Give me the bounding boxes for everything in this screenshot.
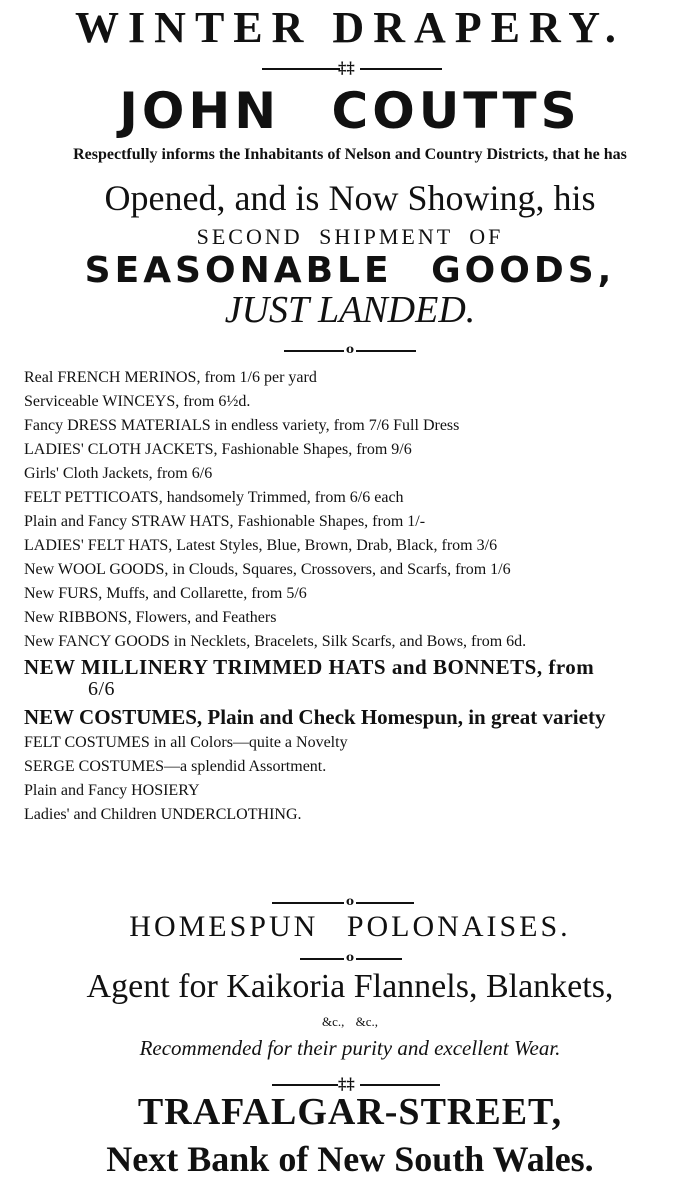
rule-divider bbox=[284, 350, 344, 352]
o-ornament: o bbox=[346, 894, 355, 908]
opened-line: Opened, and is Now Showing, his bbox=[104, 178, 596, 218]
list-item: New RIBBONS, Flowers, and Feathers bbox=[24, 609, 277, 626]
dagger-ornament: ‡‡ bbox=[338, 1074, 355, 1093]
list-item: Serviceable WINCEYS, from 6½d. bbox=[24, 393, 251, 410]
recommended-line: Recommended for their purity and excellent Wear. bbox=[139, 1036, 561, 1060]
millinery-line: NEW MILLINERY TRIMMED HATS and BONNETS, from bbox=[24, 655, 595, 679]
list-item: LADIES' CLOTH JACKETS, Fashionable Shapes, from 9/6 bbox=[24, 441, 412, 458]
list-item: Plain and Fancy HOSIERY bbox=[24, 782, 200, 799]
rule-divider bbox=[356, 958, 402, 960]
list-item: Real FRENCH MERINOS, from 1/6 per yard bbox=[24, 369, 317, 386]
o-ornament: o bbox=[346, 950, 355, 964]
list-item: Fancy DRESS MATERIALS in endless variety, from 7/6 Full Dress bbox=[24, 417, 460, 434]
second-shipment-line: SECOND SHIPMENT OF bbox=[196, 224, 504, 249]
rule-divider bbox=[272, 902, 344, 904]
list-item: New FURS, Muffs, and Collarette, from 5/6 bbox=[24, 585, 307, 602]
millinery-price: 6/6 bbox=[88, 678, 116, 700]
seasonable-goods-heading: SEASONABLE GOODS, bbox=[84, 250, 616, 291]
list-item: Girls' Cloth Jackets, from 6/6 bbox=[24, 465, 213, 482]
rule-divider bbox=[356, 902, 414, 904]
rule-divider bbox=[272, 1084, 338, 1086]
list-item: LADIES' FELT HATS, Latest Styles, Blue, Brown, Drab, Black, from 3/6 bbox=[24, 537, 498, 554]
o-ornament: o bbox=[346, 342, 355, 356]
list-item: FELT PETTICOATS, handsomely Trimmed, from 6/6 each bbox=[24, 489, 404, 506]
just-landed-heading: JUST LANDED. bbox=[224, 289, 476, 331]
goods-list bbox=[24, 366, 694, 827]
list-item: FELT COSTUMES in all Colors—quite a Novelty bbox=[24, 734, 348, 751]
agent-line: Agent for Kaikoria Flannels, Blankets, bbox=[86, 968, 614, 1005]
rule-divider bbox=[360, 68, 442, 70]
list-item: Ladies' and Children UNDERCLOTHING. bbox=[24, 806, 302, 823]
merchant-name: JOHN COUTTS bbox=[119, 82, 581, 140]
rule-divider bbox=[356, 350, 416, 352]
dagger-ornament: ‡‡ bbox=[338, 58, 355, 77]
list-item: SERGE COSTUMES—a splendid Assortment. bbox=[24, 758, 327, 775]
rule-divider bbox=[360, 1084, 440, 1086]
location-line: Next Bank of New South Wales. bbox=[106, 1139, 594, 1179]
rule-divider bbox=[300, 958, 344, 960]
list-item: NEW COSTUMES, Plain and Check Homespun, in great variety bbox=[24, 705, 606, 729]
millinery-item bbox=[24, 656, 694, 699]
etc-line: &c., &c., bbox=[321, 1014, 378, 1029]
advert-title: WINTER DRAPERY. bbox=[75, 3, 625, 52]
street-address: TRAFALGAR-STREET, bbox=[137, 1091, 563, 1133]
list-item: New FANCY GOODS in Necklets, Bracelets, Silk Scarfs, and Bows, from 6d. bbox=[24, 633, 527, 650]
list-item: Plain and Fancy STRAW HATS, Fashionable Shapes, from 1/- bbox=[24, 513, 426, 530]
rule-divider bbox=[262, 68, 340, 70]
informs-line: Respectfully informs the Inhabitants of Nelson and Country Districts, that he has bbox=[73, 146, 627, 163]
list-item: New WOOL GOODS, in Clouds, Squares, Crossovers, and Scarfs, from 1/6 bbox=[24, 561, 511, 578]
polonaises-heading: HOMESPUN POLONAISES. bbox=[129, 910, 571, 943]
